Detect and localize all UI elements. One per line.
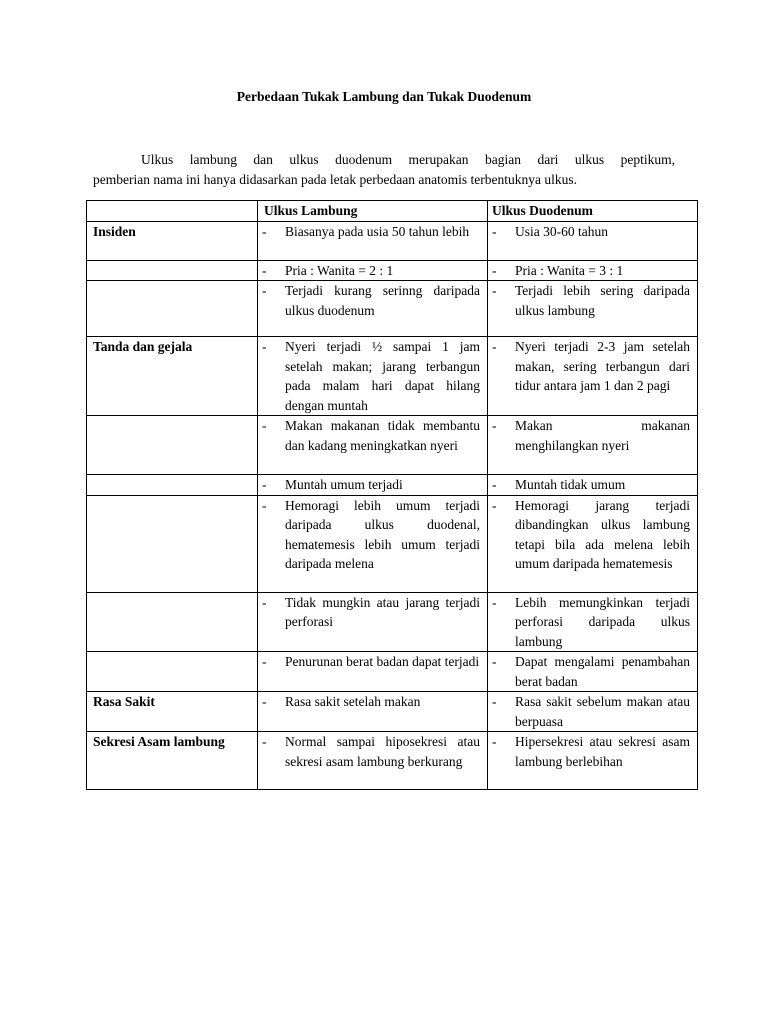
- item-text: Dapat mengalami penambahan berat badan: [515, 654, 690, 689]
- table-header-row: [87, 201, 698, 222]
- item-text: Rasa sakit setelah makan: [285, 694, 421, 709]
- row-category: [87, 592, 258, 652]
- cell-duodenum: [488, 281, 698, 337]
- cell-duodenum: [488, 592, 698, 652]
- item-text: Usia 30-60 tahun: [515, 223, 608, 239]
- item-text: Hipersekresi atau sekresi asam lambung berlebihan: [515, 734, 690, 769]
- bullet-dash: -: [262, 497, 267, 513]
- bullet-dash: -: [262, 418, 267, 433]
- table-row: [87, 475, 698, 496]
- list-item: [488, 692, 697, 731]
- cell-duodenum: [488, 652, 698, 692]
- table-row: [87, 281, 698, 337]
- row-category: Insiden: [87, 221, 258, 260]
- item-text: Hemoragi jarang terjadi dibandingkan ulkus lambung tetapi bila ada melena lebih umum daripada hematemesis: [515, 497, 690, 571]
- bullet-dash: -: [262, 654, 267, 669]
- list-item: [258, 652, 487, 672]
- row-category: [87, 281, 258, 337]
- list-item: [258, 593, 487, 632]
- list-item: [258, 475, 487, 495]
- bullet-dash: -: [262, 339, 267, 354]
- table-row: [87, 652, 698, 692]
- item-text: Makan makanan menghilangkan nyeri: [515, 418, 690, 453]
- bullet-dash: -: [262, 734, 267, 749]
- bullet-dash: -: [262, 223, 267, 239]
- list-item: [258, 337, 487, 415]
- item-text: Makan makanan tidak membantu dan kadang meningkatkan nyeri: [285, 418, 480, 453]
- item-text: Lebih memungkinkan terjadi perforasi daripada ulkus lambung: [515, 594, 690, 649]
- comparison-table: [86, 200, 698, 790]
- bullet-dash: -: [492, 283, 497, 298]
- row-category: [87, 260, 258, 281]
- cell-duodenum: [488, 495, 698, 592]
- header-ulkus-duodenum: Ulkus Duodenum: [488, 201, 698, 222]
- list-item: [488, 732, 697, 771]
- bullet-dash: -: [492, 477, 497, 492]
- list-item: [488, 593, 697, 652]
- list-item: [488, 281, 697, 320]
- cell-lambung: [258, 260, 488, 281]
- list-item: [258, 692, 487, 712]
- row-category: Tanda dan gejala: [87, 337, 258, 416]
- item-text: Pria : Wanita = 3 : 1: [515, 262, 624, 278]
- table-row: [87, 337, 698, 416]
- list-item: [258, 281, 487, 320]
- list-item: [488, 416, 697, 455]
- cell-lambung: [258, 221, 488, 260]
- row-category: [87, 652, 258, 692]
- cell-lambung: [258, 592, 488, 652]
- bullet-dash: -: [492, 734, 497, 749]
- list-item: [488, 496, 697, 574]
- table-row: [87, 221, 698, 260]
- document-title: Perbedaan Tukak Lambung dan Tukak Duodenum: [236, 89, 532, 104]
- cell-lambung: [258, 475, 488, 496]
- bullet-dash: -: [492, 497, 497, 513]
- bullet-dash: -: [492, 594, 497, 610]
- cell-duodenum: [488, 475, 698, 496]
- item-text: Hemoragi lebih umum terjadi daripada ulkus duodenal, hematemesis lebih umum terjadi daripada melena: [285, 497, 480, 571]
- item-text: Normal sampai hiposekresi atau sekresi asam lambung berkurang: [285, 734, 480, 769]
- cell-duodenum: [488, 692, 698, 732]
- item-text: Terjadi lebih sering daripada ulkus lambung: [515, 283, 690, 318]
- list-item: [488, 261, 697, 281]
- bullet-dash: -: [262, 594, 267, 610]
- table-body: [87, 221, 698, 790]
- bullet-dash: -: [262, 283, 267, 298]
- item-text: Nyeri terjadi ½ sampai 1 jam setelah makan; jarang terbangun pada malam hari dapat hilang dengan muntah: [285, 339, 480, 413]
- table-row: [87, 495, 698, 592]
- cell-duodenum: [488, 221, 698, 260]
- list-item: [258, 222, 487, 242]
- row-category: Rasa Sakit: [87, 692, 258, 732]
- header-ulkus-lambung: Ulkus Lambung: [258, 201, 488, 222]
- list-item: [258, 732, 487, 771]
- cell-lambung: [258, 281, 488, 337]
- intro-paragraph: [93, 150, 675, 190]
- bullet-dash: -: [492, 339, 497, 354]
- intro-line-1: Ulkus lambung dan ulkus duodenum merupakan bagian dari ulkus peptikum,: [141, 152, 675, 167]
- table-row: [87, 416, 698, 475]
- list-item: [488, 652, 697, 691]
- item-text: Muntah umum terjadi: [285, 477, 403, 492]
- row-category: Sekresi Asam lambung: [87, 732, 258, 790]
- row-category: [87, 475, 258, 496]
- bullet-dash: -: [492, 418, 497, 433]
- cell-lambung: [258, 495, 488, 592]
- table-row: [87, 732, 698, 790]
- cell-lambung: [258, 416, 488, 475]
- cell-lambung: [258, 732, 488, 790]
- item-text: Rasa sakit sebelum makan atau berpuasa: [515, 694, 690, 729]
- item-text: Nyeri terjadi 2-3 jam setelah makan, sering terbangun dari tidur antara jam 1 dan 2 pagi: [515, 339, 690, 393]
- item-text: Muntah tidak umum: [515, 477, 626, 492]
- table-row: [87, 692, 698, 732]
- intro-line-2: pemberian nama ini hanya didasarkan pada letak perbedaan anatomis terbentuknya ulkus.: [93, 172, 577, 187]
- cell-lambung: [258, 337, 488, 416]
- item-text: Pria : Wanita = 2 : 1: [285, 262, 394, 278]
- row-category: [87, 495, 258, 592]
- item-text: Biasanya pada usia 50 tahun lebih: [285, 223, 470, 239]
- item-text: Tidak mungkin atau jarang terjadi perforasi: [285, 594, 480, 629]
- table-row: [87, 592, 698, 652]
- cell-lambung: [258, 652, 488, 692]
- list-item: [258, 261, 487, 281]
- cell-duodenum: [488, 416, 698, 475]
- bullet-dash: -: [262, 262, 267, 278]
- table-row: [87, 260, 698, 281]
- cell-duodenum: [488, 260, 698, 281]
- bullet-dash: -: [492, 223, 497, 239]
- list-item: [488, 337, 697, 396]
- item-text: Terjadi kurang serinng daripada ulkus duodenum: [285, 283, 480, 318]
- bullet-dash: -: [492, 654, 497, 669]
- bullet-dash: -: [262, 694, 267, 709]
- row-category: [87, 416, 258, 475]
- cell-duodenum: [488, 732, 698, 790]
- bullet-dash: -: [492, 694, 497, 709]
- bullet-dash: -: [492, 262, 497, 278]
- cell-lambung: [258, 692, 488, 732]
- header-category: [87, 201, 258, 222]
- item-text: Penurunan berat badan dapat terjadi: [285, 654, 480, 669]
- bullet-dash: -: [262, 477, 267, 492]
- list-item: [488, 222, 697, 242]
- list-item: [258, 416, 487, 455]
- list-item: [258, 496, 487, 574]
- cell-duodenum: [488, 337, 698, 416]
- list-item: [488, 475, 697, 495]
